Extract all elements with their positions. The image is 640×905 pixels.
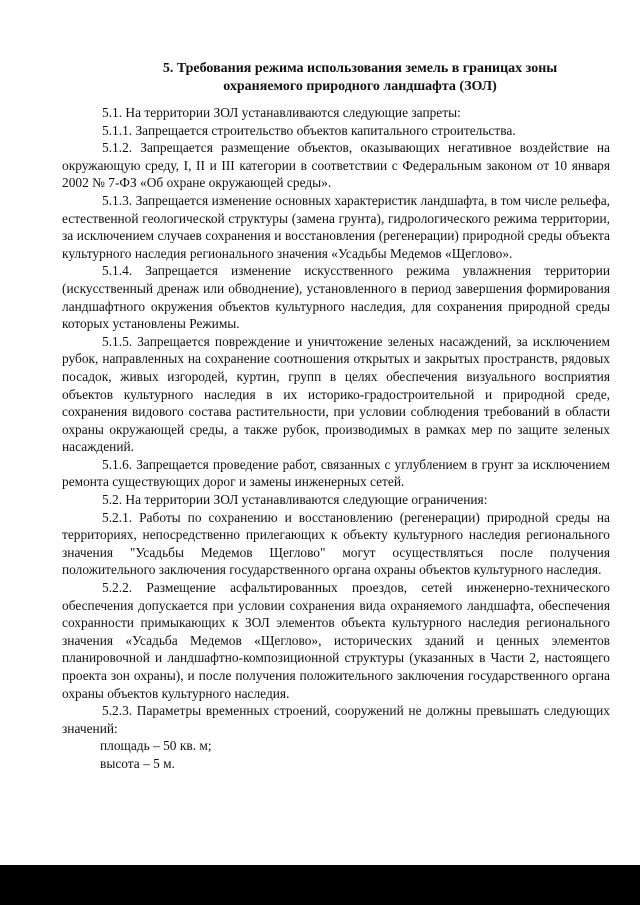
paragraph-5-1-4: 5.1.4. Запрещается изменение искусственного режима увлажнения территории (искусственный дренаж или обводнение), установленного в период завершения формирования ландшафтного окружения объектов культурного наследия, для сохранения природной среды которых установлены Режимы.: [62, 263, 610, 332]
paragraph-5-1-5: 5.1.5. Запрещается повреждение и уничтожение зеленых насаждений, за исключением рубок, направленных на сохранение соотношения открытых и закрытых пространств, рядовых посадок, живых изгородей, куртин, групп в целях обеспечения визуального восприятия объектов культурного наследия в их историко-градостроительной и природной среде, сохранения видового состава растительности, при условии соблюдения требований в области охраны окружающей среды, а также рубок, производимых в рамках мер по защите зеленых насаждений.: [62, 333, 610, 455]
section-title-line-2: охраняемого природного ландшафта (ЗОЛ): [223, 79, 497, 94]
section-title-line-1: 5. Требования режима использования земель в границах зоны: [162, 61, 558, 76]
paragraph-5-2-3: 5.2.3. Параметры временных строений, сооружений не должны превышать следующих значений:: [62, 703, 610, 736]
list-item-area: площадь – 50 кв. м;: [100, 738, 212, 754]
paragraph-5-2-2: 5.2.2. Размещение асфальтированных проездов, сетей инженерно-технического обеспечения допускается при условии сохранения вида охраняемого ландшафта, обеспечения сохранности примыкающих к ЗОЛ элементов объекта культурного наследия регионального значения «Усадьба Медемов «Щеглово», исторических зданий и ценных элементов планировочной и ландшафтно-композиционной структуры (указанных в Части 2, настоящего проекта зон охраны), и после получения положительного заключения государственного органа охраны объектов культурного наследия.: [62, 580, 610, 701]
paragraph-5-1-6: 5.1.6. Запрещается проведение работ, связанных с углублением в грунт за исключением ремонта существующих дорог и замены инженерных сетей.: [62, 456, 610, 490]
section-title: [120, 60, 600, 96]
paragraph-5-1-2: 5.1.2. Запрещается размещение объектов, оказывающих негативное воздействие на окружающую среду, I, II и III категории в соответствии с Федеральным законом от 10 января 2002 № 7-ФЗ «Об охране окружающей среды».: [62, 140, 610, 191]
paragraph-5-1-1: 5.1.1. Запрещается строительство объектов капитального строительства.: [102, 122, 516, 138]
paragraph-5-1: 5.1. На территории ЗОЛ устанавливаются следующие запреты:: [102, 105, 461, 120]
document-body: [62, 104, 610, 773]
scan-bottom-border: [0, 865, 640, 905]
paragraph-5-2-1: 5.2.1. Работы по сохранению и восстановлению (регенерации) природной среды на территориях, непосредственно прилегающих к объекту культурного наследия регионального значения "Усадьбы Медемов Щеглово" могут осуществляться после получения положительного заключения государственного органа охраны объектов культурного наследия.: [62, 509, 610, 578]
paragraph-5-1-3: 5.1.3. Запрещается изменение основных характеристик ландшафта, в том числе рельефа, естественной геологической структуры (замена грунта), гидрологического режима территории, за исключением случаев сохранения и восстановления (регенерации) природной среды объекта культурного наследия регионального значения «Усадьбы Медемов «Щеглово».: [62, 192, 610, 261]
paragraph-5-2: 5.2. На территории ЗОЛ устанавливаются следующие ограничения:: [102, 492, 488, 508]
list-item-height: высота – 5 м.: [100, 755, 175, 771]
